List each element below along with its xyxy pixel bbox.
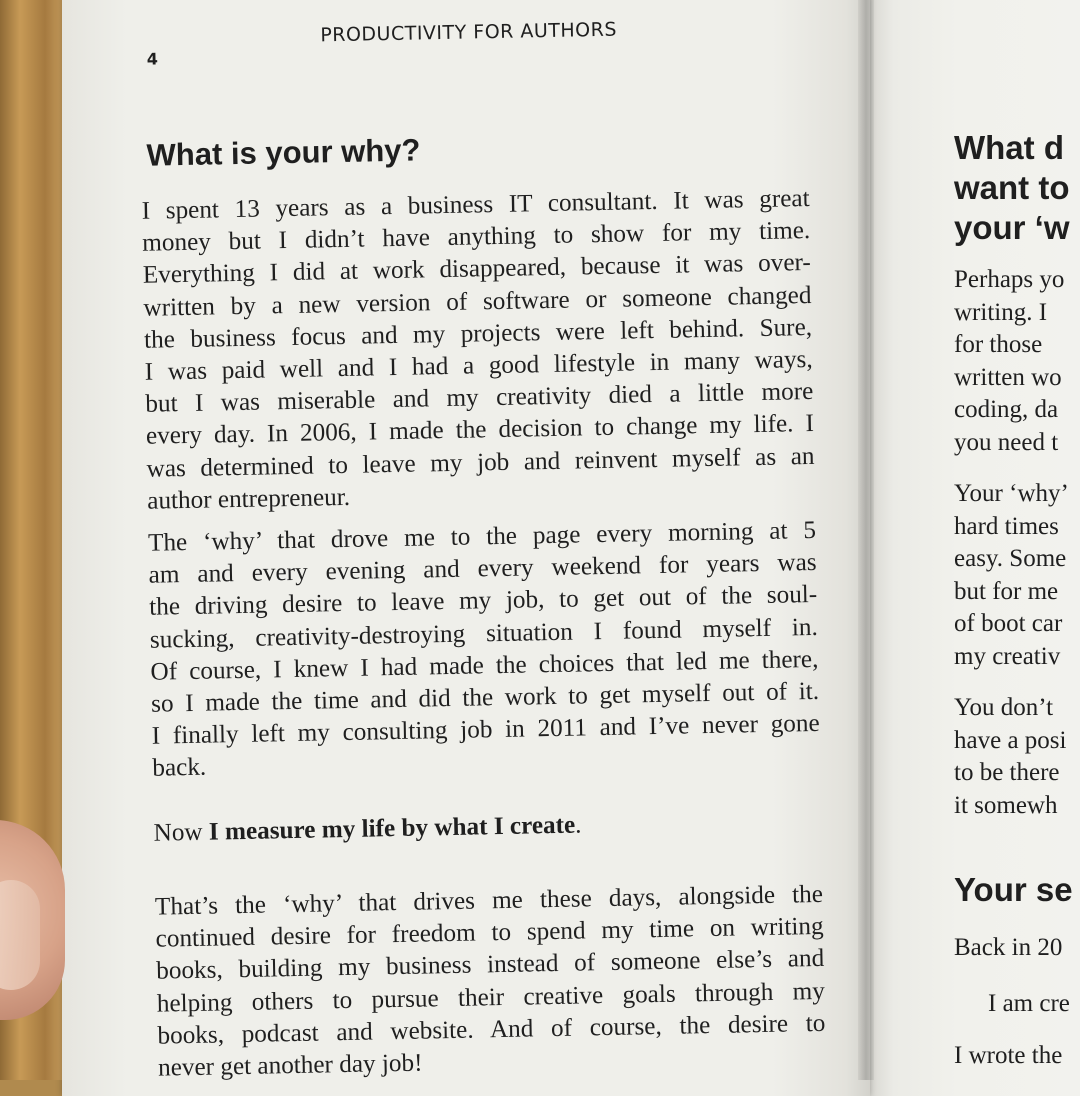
text-line: but I was miserable and my creativity died a little more <box>145 378 814 418</box>
right-heading-1 <box>954 128 1070 248</box>
text-line: the driving desire to leave my job, to get out of the soul- <box>149 581 818 622</box>
text-line: You don’t <box>954 694 1054 721</box>
text-line: writing. I <box>954 298 1048 326</box>
text-line: never get another day job! <box>157 1049 423 1082</box>
text-line: I finally left my consulting job in 2011 and I’ve never gone <box>151 710 820 750</box>
text-line: The ‘why’ that drove me to the page every morning at 5 <box>147 516 817 557</box>
text-line: helping others to pursue their creative goals through my <box>156 977 826 1018</box>
text-line: books, building my business instead of someone else’s and <box>156 945 825 986</box>
text-line: Perhaps yo <box>954 266 1065 293</box>
right-paragraph-6: I wrote the <box>954 1042 1063 1069</box>
page-number: 4 <box>146 49 159 69</box>
text-line: I spent 13 years as a business IT consultant. It was great <box>141 184 810 225</box>
text-line: money but I didn’t have anything to show for my time. <box>142 217 811 258</box>
text-line: the business focus and my projects were left behind. Sure, <box>143 313 813 354</box>
text-line: Of course, I knew I had made the choices that led me there, <box>150 645 819 686</box>
text-line: Your ‘why’ <box>954 480 1069 507</box>
text-line: written by a new version of software or someone changed <box>143 281 812 322</box>
right-heading-2: Your se <box>954 871 1073 908</box>
running-head: PRODUCTIVITY FOR AUTHORS <box>320 18 618 47</box>
text-line: you need t <box>954 428 1059 456</box>
text-line: am and every evening and every weekend for years was <box>148 549 817 589</box>
text-line: coding, da <box>954 396 1059 423</box>
text-line: my creativ <box>954 642 1061 670</box>
text-line: author entrepreneur. <box>146 483 351 515</box>
text-suffix: . <box>574 811 582 839</box>
text-line: I was paid well and I had a good lifestyle in many ways, <box>144 345 813 386</box>
text-line: it somewh <box>954 791 1058 819</box>
right-paragraph-4: Back in 20 <box>954 934 1063 961</box>
heading-line: your ‘w <box>954 209 1070 246</box>
text-line: to be there <box>954 759 1060 786</box>
text-line: continued desire for freedom to spend my time on writing <box>155 913 824 953</box>
text-line: for those <box>954 331 1043 358</box>
heading-line: want to <box>954 169 1070 206</box>
thumbnail <box>0 880 40 990</box>
text-line: have a posi <box>954 726 1067 754</box>
text-line: easy. Some <box>954 545 1067 572</box>
right-paragraph-5: I am cre <box>988 990 1070 1017</box>
text-line: Everything I did at work disappeared, because it was over- <box>142 249 812 290</box>
right-paragraph-2 <box>954 478 1069 673</box>
right-paragraph-1 <box>954 264 1064 459</box>
paragraph-2 <box>148 515 821 785</box>
text-prefix: Now <box>153 818 210 847</box>
text-line: of boot car <box>954 610 1063 637</box>
right-paragraph-3 <box>954 692 1066 822</box>
text-line: was determined to leave my job and reinvent myself as an <box>146 442 815 483</box>
text-line: so I made the time and did the work to get myself out of it. <box>150 677 820 718</box>
text-line: every day. In 2006, I made the decision to change my life. I <box>145 410 815 451</box>
book-gutter <box>858 0 874 1080</box>
text-line: That’s the ‘why’ that drives me these days, alongside the <box>154 880 824 921</box>
text-line: back. <box>152 754 207 783</box>
emphasis-text: I measure my life by what I create <box>208 811 576 846</box>
text-line: sucking, creativity-destroying situation I found myself in. <box>149 613 819 654</box>
text-line: but for me <box>954 577 1059 605</box>
heading-line: What d <box>954 129 1064 166</box>
section-heading: What is your why? <box>146 132 421 173</box>
text-line: hard times <box>954 512 1059 540</box>
text-line: books, podcast and website. And of course, the desire to <box>157 1009 826 1050</box>
paragraph-1 <box>141 183 815 518</box>
paragraph-4 <box>155 879 827 1085</box>
text-line: written wo <box>954 363 1062 391</box>
